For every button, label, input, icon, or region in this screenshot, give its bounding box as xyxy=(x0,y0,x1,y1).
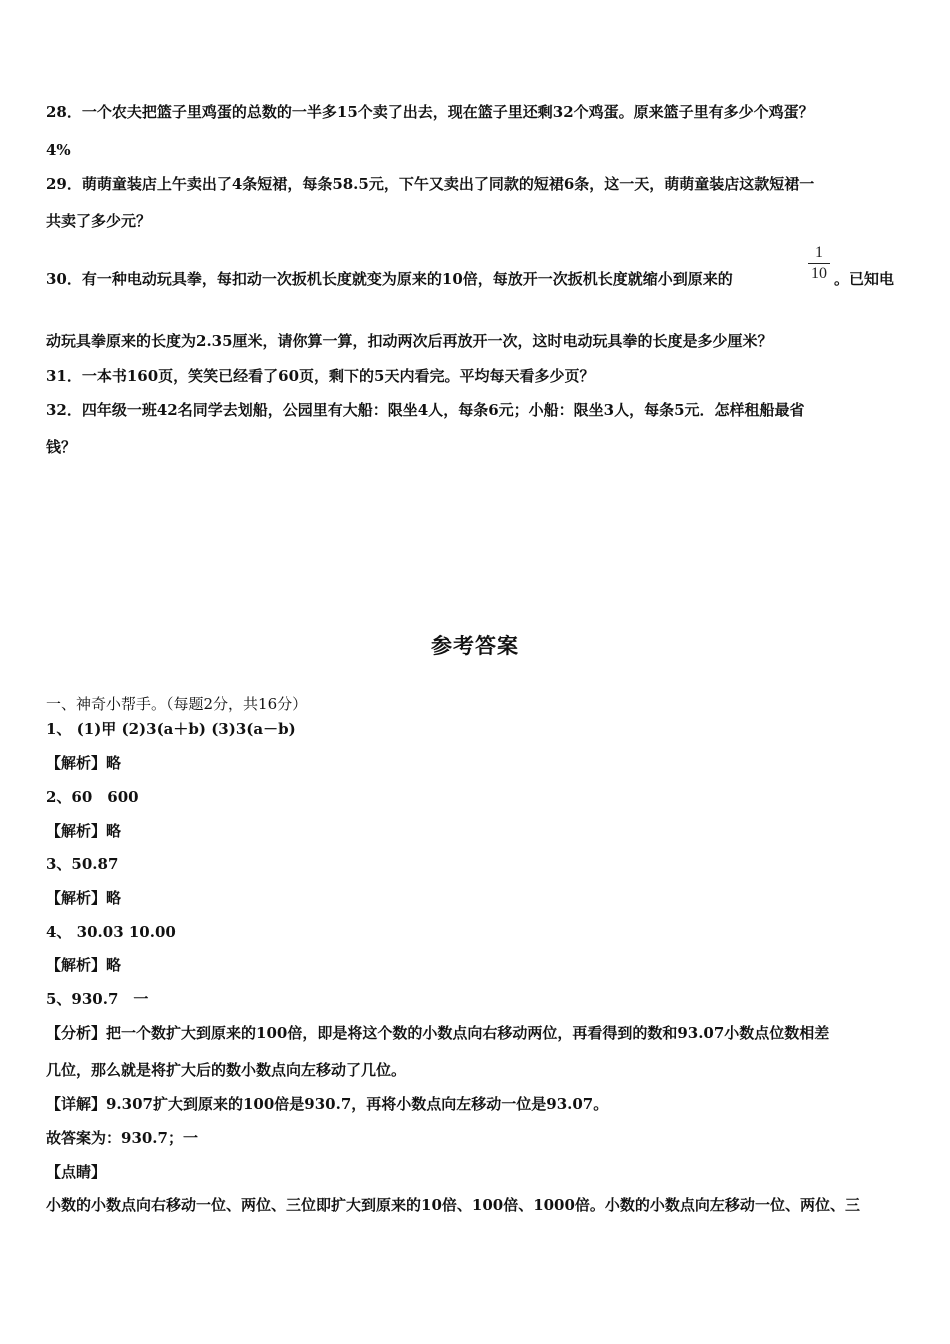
answer-4-note: 【解析】略 xyxy=(46,956,122,974)
question-28-note: 4% xyxy=(46,141,71,159)
question-28: 28．一个农夫把篮子里鸡蛋的总数的一半多15个卖了出去，现在篮子里还剩32个鸡蛋。原来篮子里有多少个鸡蛋？ xyxy=(46,103,814,121)
question-32-line-1: 32．四年级一班42名同学去划船，公园里有大船：限坐4人，每条6元；小船：限坐3人，每条5元．怎样租船最省 xyxy=(46,401,805,419)
fraction-one-tenth xyxy=(806,244,832,283)
answer-5-analysis-line-2: 几位，那么就是将扩大后的数小数点向左移动了几位。 xyxy=(46,1061,407,1079)
answer-1: 1、 (1)甲 (2)3(a＋b) (3)3(a－b) xyxy=(46,720,296,738)
question-31: 31．一本书160页，笑笑已经看了60页，剩下的5天内看完。平均每天看多少页？ xyxy=(46,367,595,385)
question-30-line-1b: 。已知电 xyxy=(834,270,895,288)
answer-3-note: 【解析】略 xyxy=(46,889,122,907)
answer-2: 2、60 600 xyxy=(46,788,139,806)
answer-5-tip-label: 【点睛】 xyxy=(46,1163,107,1181)
answer-3: 3、50.87 xyxy=(46,855,119,873)
answer-5: 5、930.7 一 xyxy=(46,990,149,1008)
answers-title: 参考答案 xyxy=(431,633,519,658)
answer-5-final: 故答案为：930.7；一 xyxy=(46,1129,198,1147)
question-30-line-1a: 30．有一种电动玩具拳，每扣动一次扳机长度就变为原来的10倍，每放开一次扳机长度就缩小到原来的 xyxy=(46,270,733,288)
question-29-line-2: 共卖了多少元？ xyxy=(46,212,152,230)
question-29-line-1: 29．萌萌童装店上午卖出了4条短裙，每条58.5元，下午又卖出了同款的短裙6条，这一天，萌萌童装店这款短裙一 xyxy=(46,175,815,193)
question-30-line-2: 动玩具拳原来的长度为2.35厘米，请你算一算，扣动两次后再放开一次，这时电动玩具拳的长度是多少厘米？ xyxy=(46,332,773,350)
question-32-line-2: 钱？ xyxy=(46,438,77,456)
fraction-denominator: 10 xyxy=(811,265,827,282)
answer-4: 4、 30.03 10.00 xyxy=(46,923,176,941)
answer-2-note: 【解析】略 xyxy=(46,822,122,840)
answer-5-analysis-line-1: 【分析】把一个数扩大到原来的100倍，即是将这个数的小数点向右移动两位，再看得到的数和93.07小数点位数相差 xyxy=(46,1024,830,1042)
answer-5-detail: 【详解】9.307扩大到原来的100倍是930.7，再将小数点向左移动一位是93.07。 xyxy=(46,1095,609,1113)
answers-section-heading: 一、神奇小帮手。（每题2分，共16分） xyxy=(46,695,308,713)
fraction-bar xyxy=(808,263,830,264)
answer-5-tip-line-1: 小数的小数点向右移动一位、两位、三位即扩大到原来的10倍、100倍、1000倍。小数的小数点向左移动一位、两位、三 xyxy=(46,1196,860,1214)
answer-1-note: 【解析】略 xyxy=(46,754,122,772)
fraction-numerator: 1 xyxy=(815,244,823,261)
